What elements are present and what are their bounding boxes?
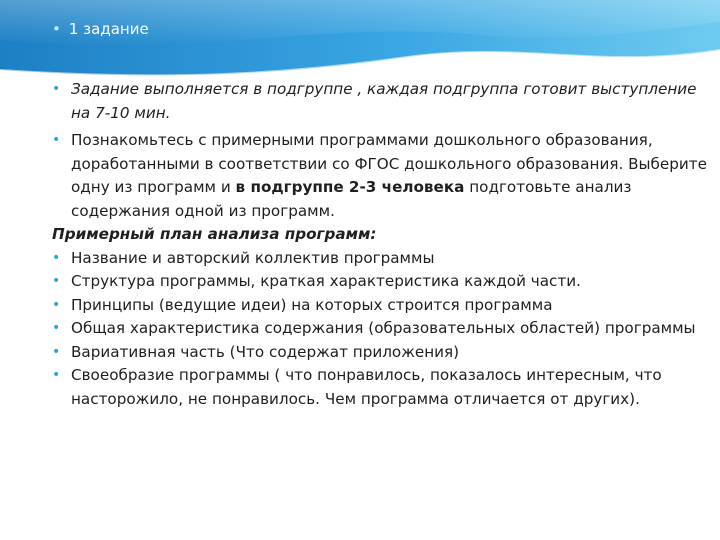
- plan-item: [52, 247, 720, 271]
- plan-item-text: Структура программы, краткая характеристика каждой части.: [71, 272, 581, 290]
- slide-content: [52, 78, 720, 411]
- plan-item-text: Название и авторский коллектив программы: [71, 248, 435, 267]
- bullet-icon: •: [52, 343, 61, 360]
- header-wave-decoration: [0, 0, 720, 90]
- plan-item: [52, 364, 720, 411]
- plan-item: [52, 294, 720, 318]
- task-text-part2: подготовьте анализ содержания одной из программ.: [71, 178, 632, 220]
- intro-text: Задание выполняется в подгруппе , каждая подгруппа готовит выступление на 7-10 мин.: [71, 80, 697, 122]
- bullet-icon: •: [52, 296, 61, 313]
- plan-item-text: Общая характеристика содержания (образовательных областей) программы: [71, 319, 696, 337]
- bullet-icon: •: [52, 320, 61, 336]
- bullet-icon: •: [52, 132, 61, 148]
- bullet-icon: •: [52, 367, 61, 383]
- plan-heading: Примерный план анализа программ:: [52, 225, 377, 243]
- plan-item: [52, 317, 720, 341]
- intro-item: [52, 78, 720, 125]
- task-number-label: 1 задание: [68, 20, 149, 38]
- task-number-item: [52, 20, 149, 38]
- bullet-icon: •: [52, 20, 61, 38]
- task-text-part1: Познакомьтесь с примерными программами дошкольного образования, доработанными в соответствии со ФГОС дошкольного образования. Выберите одну из программ и: [71, 131, 707, 196]
- plan-item: [52, 341, 720, 365]
- bullet-icon: •: [52, 273, 61, 289]
- plan-item-text: Своеобразие программы ( что понравилось, показалось интересным, что насторожило, не понравилось. Чем программа отличается от других).: [71, 366, 662, 408]
- bullet-icon: •: [52, 81, 61, 97]
- bullet-icon: •: [52, 249, 61, 266]
- plan-item: [52, 270, 720, 294]
- plan-item-text: Принципы (ведущие идеи) на которых строится программа: [71, 295, 553, 314]
- task-text-bold: в подгруппе 2-3 человека: [235, 178, 465, 196]
- task-item: [52, 129, 720, 223]
- plan-item-text: Вариативная часть (Что содержат приложения): [71, 342, 460, 361]
